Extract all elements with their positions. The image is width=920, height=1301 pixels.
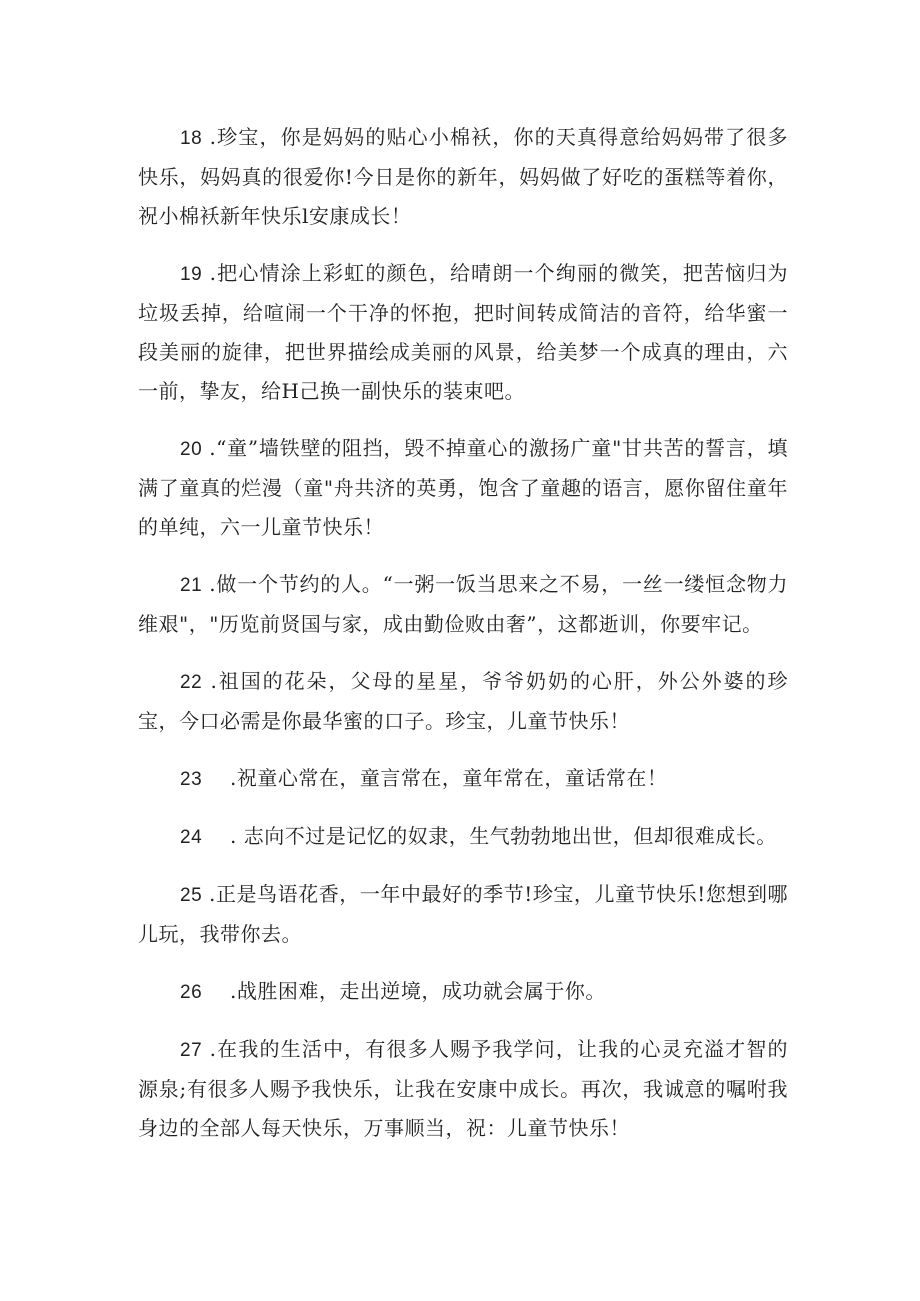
item-text: .祖国的花朵，父母的星星，爷爷奶奶的心肝，外公外婆的珍宝，今口必需是你最华蜜的口子。珍宝，儿童节快乐！ [138,669,788,733]
list-item-22 [138,662,788,741]
item-number: 20 [180,439,203,460]
list-item-25 [138,875,788,954]
item-text: .在我的生活中，有很多人赐予我学问，让我的心灵充溢才智的源泉;有很多人赐予我快乐，让我在安康中成长。再次，我诚意的嘱咐我身边的全部人每天快乐，万事顺当，祝：儿童节快乐！ [138,1037,788,1140]
list-item-20 [138,429,788,547]
list-item-24 [138,817,788,857]
item-number: 26 [180,982,203,1003]
item-text: .珍宝，你是妈妈的贴心小棉袄，你的天真得意给妈妈带了很多快乐，妈妈真的很爱你!今日是你的新年，妈妈做了好吃的蛋糕等着你，祝小棉袄新年快乐l安康成长！ [138,125,788,228]
list-item-26 [138,972,788,1012]
item-text: . 志向不过是记忆的奴隶，生气勃勃地出世，但却很难成长。 [230,824,777,848]
item-number: 22 [180,672,203,693]
item-number: 23 [180,769,203,790]
list-item-18 [138,118,788,236]
item-number: 25 [180,885,203,906]
item-number: 18 [180,128,203,149]
item-text: .做一个节约的人。“一粥一饭当思来之不易，一丝一缕恒念物力维艰"，"历览前贤国与家，成由勤俭败由奢”，这都逝训，你要牢记。 [138,572,788,636]
list-item-23 [138,759,788,799]
item-number: 19 [180,264,203,285]
list-item-21 [138,565,788,644]
list-item-19 [138,254,788,411]
document-body [138,118,788,1166]
item-text: .把心情涂上彩虹的颜色，给晴朗一个绚丽的微笑，把苦恼归为垃圾丢掉，给喧闹一个干净的怀抱，把时间转成简洁的音符，给华蜜一段美丽的旋律，把世界描绘成美丽的风景，给美梦一个成真的理由，六一前，挚友，给H己换一副快乐的装束吧。 [138,261,788,403]
item-number: 21 [180,575,203,596]
item-text: .祝童心常在，童言常在，童年常在，童话常在！ [230,766,668,790]
item-number: 27 [180,1040,203,1061]
item-number: 24 [180,827,203,848]
list-item-27 [138,1030,788,1148]
item-text: .战胜困难，走出逆境，成功就会属于你。 [230,979,606,1003]
item-text: .正是鸟语花香，一年中最好的季节!珍宝，儿童节快乐!您想到哪儿玩，我带你去。 [138,882,788,946]
item-text: .“童”墙铁壁的阻挡，毁不掉童心的激扬广童"甘共苦的誓言，填满了童真的烂漫（童"舟共济的英勇，饱含了童趣的语言，愿你留住童年的单纯，六一儿童节快乐！ [138,436,788,539]
